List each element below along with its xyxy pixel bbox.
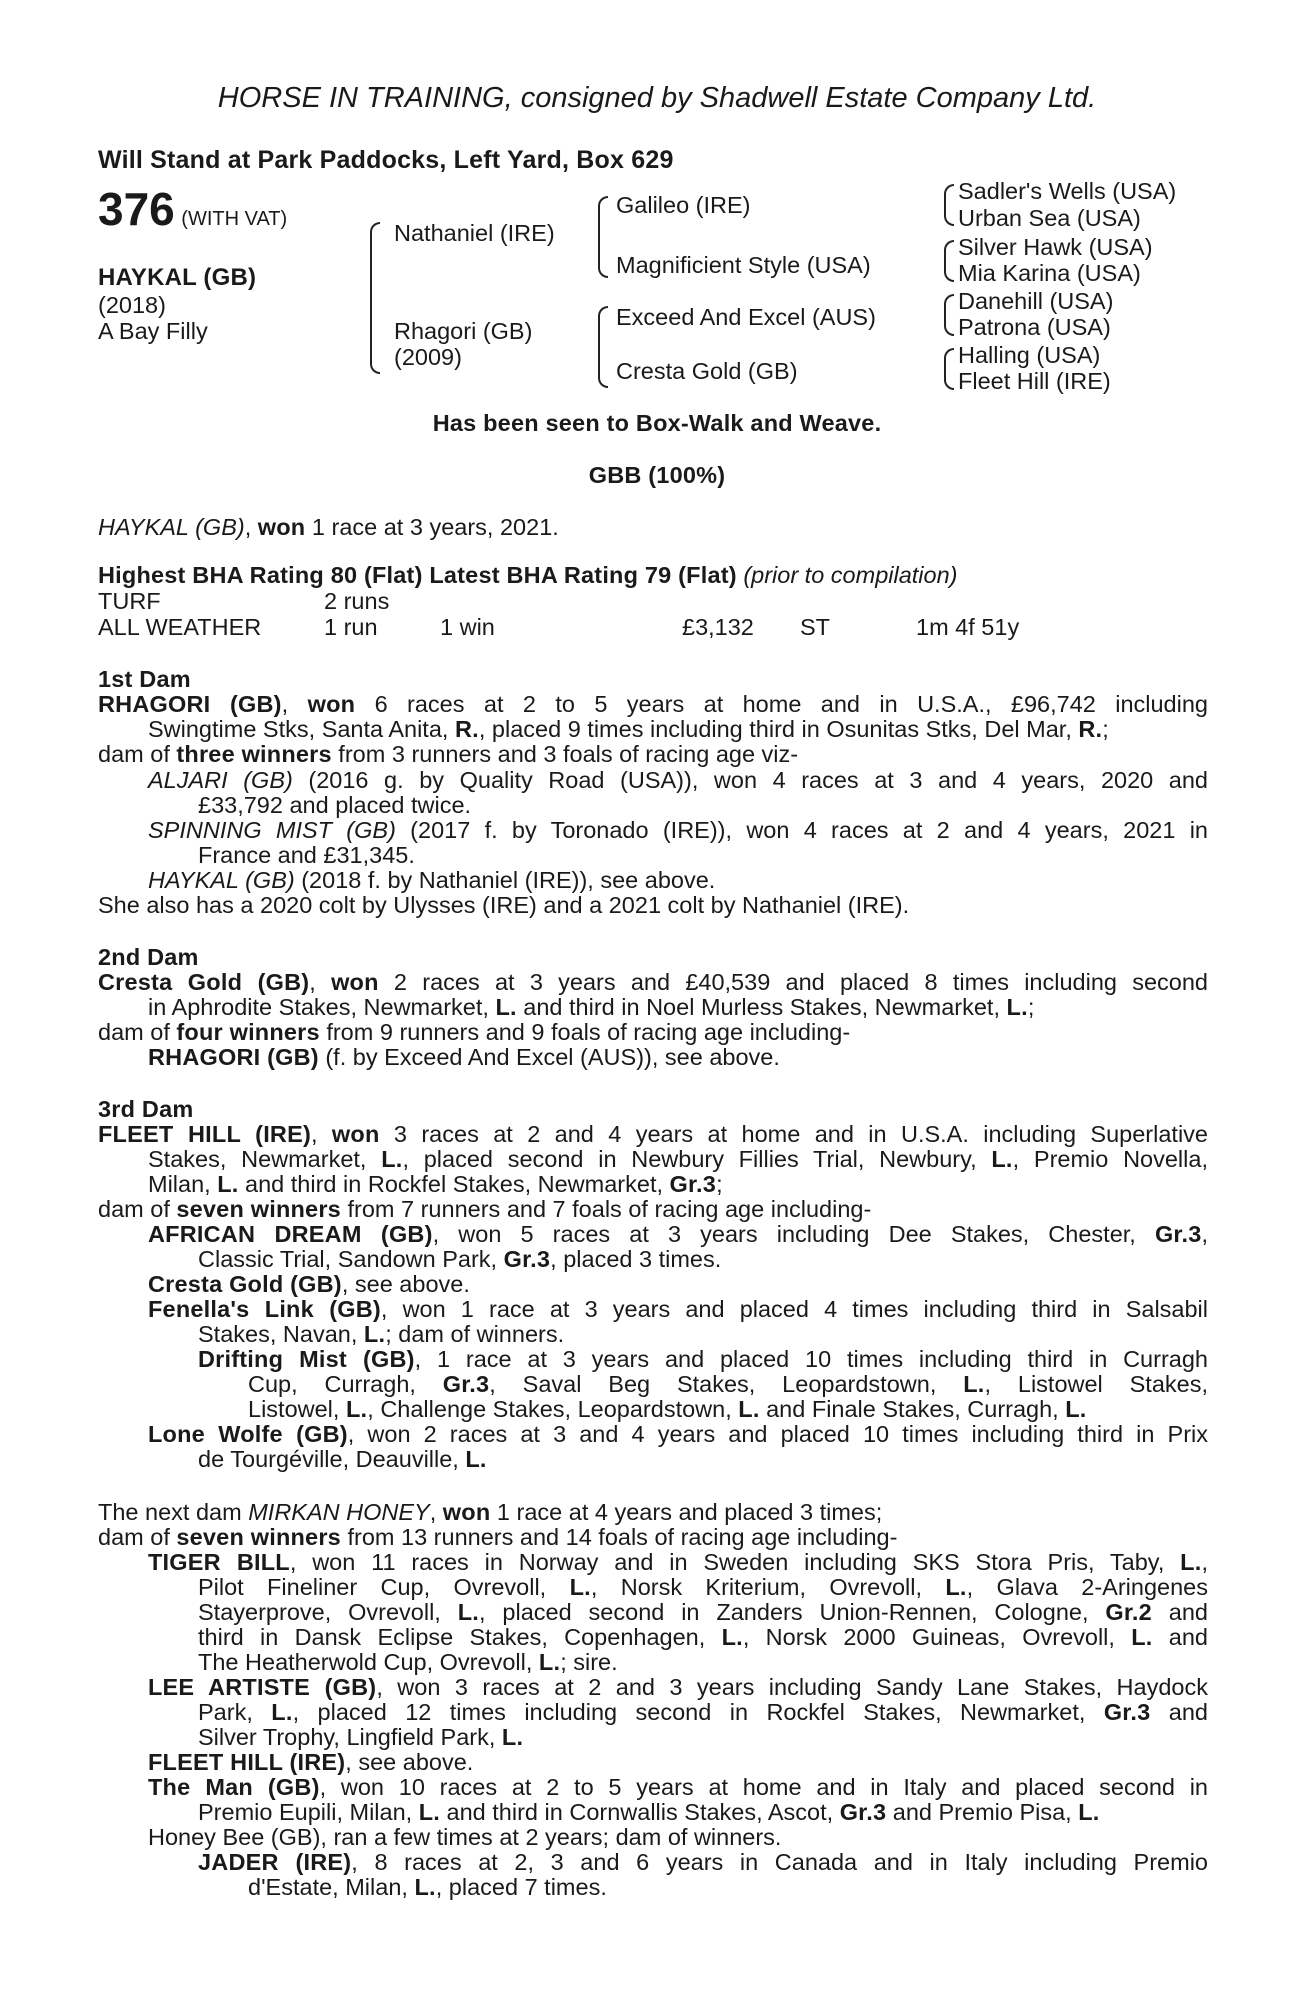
dam1-line-3: dam of three winners from 3 runners and 3 foals of racing age viz-	[98, 741, 799, 767]
nextdam-line-16: d'Estate, Milan, L., placed 7 times.	[248, 1874, 607, 1900]
lot-number-line	[98, 182, 287, 236]
pedigree-dam-sire: Exceed And Excel (AUS)	[616, 304, 876, 330]
nextdam-line-15: JADER (IRE), 8 races at 2, 3 and 6 years in Canada and in Italy including Premio	[198, 1849, 1208, 1875]
dam3-line-10: Drifting Mist (GB), 1 race at 3 years and placed 10 times including third in Curragh	[198, 1346, 1208, 1372]
pedigree-dam-dam: Cresta Gold (GB)	[616, 358, 798, 384]
nextdam-line-9: Park, L., placed 12 times including second in Rockfel Stakes, Newmarket, Gr.3 and	[198, 1699, 1208, 1725]
dam2-heading: 2nd Dam	[98, 944, 199, 970]
dam3-line-8: Fenella's Link (GB), won 1 race at 3 years and placed 4 times including third in Salsabil	[148, 1296, 1208, 1322]
dam3-line-11: Cup, Curragh, Gr.3, Saval Beg Stakes, Leopardstown, L., Listowel Stakes,	[248, 1371, 1208, 1397]
nextdam-line-13: Premio Eupili, Milan, L. and third in Cornwallis Stakes, Ascot, Gr.3 and Premio Pisa, L.	[198, 1799, 1100, 1825]
dam3-line-5: AFRICAN DREAM (GB), won 5 races at 3 years including Dee Stakes, Chester, Gr.3,	[148, 1221, 1209, 1247]
pedigree-brace-gg3	[944, 294, 954, 336]
dam3-line-13: Lone Wolfe (GB), won 2 races at 3 and 4 years and placed 10 times including third in Prix	[148, 1421, 1208, 1447]
dam3-line-4: dam of seven winners from 7 runners and 7 foals of racing age including-	[98, 1196, 872, 1222]
dam3-line-7: Cresta Gold (GB), see above.	[148, 1271, 470, 1297]
boxwalk-note: Has been seen to Box-Walk and Weave.	[432, 410, 882, 436]
pedigree-gg-1: Sadler's Wells (USA)	[958, 178, 1177, 204]
pedigree-sire-sire: Galileo (IRE)	[616, 192, 751, 218]
dam3-line-14: de Tourgéville, Deauville, L.	[198, 1446, 487, 1472]
dam2-line-2: in Aphrodite Stakes, Newmarket, L. and third in Noel Murless Stakes, Newmarket, L.;	[148, 994, 1035, 1020]
nextdam-line-6: third in Dansk Eclipse Stakes, Copenhagen, L., Norsk 2000 Guineas, Ovrevoll, L. and	[198, 1624, 1209, 1650]
dam2-line-4: RHAGORI (GB) (f. by Exceed And Excel (AUS)), see above.	[148, 1044, 780, 1070]
nextdam-line-1: The next dam MIRKAN HONEY, won 1 race at 4 years and placed 3 times;	[98, 1499, 883, 1525]
pedigree-sire: Nathaniel (IRE)	[394, 220, 555, 246]
gbb-note: GBB (100%)	[588, 462, 726, 488]
lot-number: 376	[98, 183, 175, 235]
dam3-heading: 3rd Dam	[98, 1096, 194, 1122]
nextdam-line-3: TIGER BILL, won 11 races in Norway and in Sweden including SKS Stora Pris, Taby, L.,	[148, 1549, 1208, 1575]
dam1-line-7: France and £31,345.	[198, 842, 415, 868]
dam3-line-1: FLEET HILL (IRE), won 3 races at 2 and 4 years at home and in U.S.A. including Superlative	[98, 1121, 1208, 1147]
vat-label: (WITH VAT)	[181, 208, 288, 230]
nextdam-line-12: The Man (GB), won 10 races at 2 to 5 years at home and in Italy and placed second in	[148, 1774, 1208, 1800]
pedigree-gg-2: Urban Sea (USA)	[958, 205, 1141, 231]
nextdam-line-5: Stayerprove, Ovrevoll, L., placed second in Zanders Union-Rennen, Cologne, Gr.2 and	[198, 1599, 1208, 1625]
dam1-line-5: £33,792 and placed twice.	[198, 792, 472, 818]
horse-name: HAYKAL (GB)	[98, 264, 257, 291]
dam3-line-2: Stakes, Newmarket, L., placed second in Newbury Fillies Trial, Newbury, L., Premio Novella,	[148, 1146, 1208, 1172]
bha-rating: Highest BHA Rating 80 (Flat) Latest BHA Rating 79 (Flat) (prior to compilation)	[98, 562, 958, 588]
pedigree-brace-gg1	[944, 184, 954, 226]
horse-year: (2018)	[98, 292, 166, 318]
nextdam-line-11: FLEET HILL (IRE), see above.	[148, 1749, 474, 1775]
pedigree-gg-5: Danehill (USA)	[958, 288, 1114, 314]
dam2-line-1: Cresta Gold (GB), won 2 races at 3 years and £40,539 and placed 8 times including second	[98, 969, 1209, 995]
pedigree-dam: Rhagori (GB)	[394, 318, 533, 344]
dam1-line-6: SPINNING MIST (GB) (2017 f. by Toronado (IRE)), won 4 races at 2 and 4 years, 2021 in	[148, 817, 1208, 843]
dam1-line-9: She also has a 2020 colt by Ulysses (IRE) and a 2021 colt by Nathaniel (IRE).	[98, 892, 910, 918]
dam3-line-6: Classic Trial, Sandown Park, Gr.3, placed 3 times.	[198, 1246, 722, 1272]
dam1-line-1: RHAGORI (GB), won 6 races at 2 to 5 years at home and in U.S.A., £96,742 including	[98, 691, 1208, 717]
location-line: Will Stand at Park Paddocks, Left Yard, Box 629	[98, 146, 674, 174]
horse-description: A Bay Filly	[98, 318, 208, 344]
pedigree-gg-4: Mia Karina (USA)	[958, 260, 1141, 286]
dam1-line-8: HAYKAL (GB) (2018 f. by Nathaniel (IRE)), see above.	[148, 867, 716, 893]
nextdam-line-7: The Heatherwold Cup, Ovrevoll, L.; sire.	[198, 1649, 618, 1675]
pedigree-brace-gg2	[944, 240, 954, 282]
pedigree-sire-dam: Magnificient Style (USA)	[616, 252, 871, 278]
nextdam-line-2: dam of seven winners from 13 runners and 14 foals of racing age including-	[98, 1524, 898, 1550]
pedigree-gg-6: Patrona (USA)	[958, 314, 1111, 340]
nextdam-line-14: Honey Bee (GB), ran a few times at 2 years; dam of winners.	[148, 1824, 782, 1850]
pedigree-brace-sire	[598, 196, 608, 278]
dam3-line-3: Milan, L. and third in Rockfel Stakes, Newmarket, Gr.3;	[148, 1171, 723, 1197]
pedigree-brace-gg4	[944, 348, 954, 390]
nextdam-line-4: Pilot Fineliner Cup, Ovrevoll, L., Norsk Kriterium, Ovrevoll, L., Glava 2-Aringenes	[198, 1574, 1208, 1600]
pedigree-gg-3: Silver Hawk (USA)	[958, 234, 1153, 260]
dam3-line-9: Stakes, Navan, L.; dam of winners.	[198, 1321, 565, 1347]
nextdam-line-10: Silver Trophy, Lingfield Park, L.	[198, 1724, 524, 1750]
dam2-line-3: dam of four winners from 9 runners and 9 foals of racing age including-	[98, 1019, 851, 1045]
race-summary: HAYKAL (GB), won 1 race at 3 years, 2021.	[98, 514, 559, 540]
pedigree-gg-7: Halling (USA)	[958, 342, 1101, 368]
page-title: HORSE IN TRAINING, consigned by Shadwell Estate Company Ltd.	[217, 82, 1097, 114]
dam1-line-4: ALJARI (GB) (2016 g. by Quality Road (USA)), won 4 races at 3 and 4 years, 2020 and	[148, 767, 1208, 793]
pedigree-brace-dam	[598, 306, 608, 388]
pedigree-gg-8: Fleet Hill (IRE)	[958, 368, 1111, 394]
nextdam-line-8: LEE ARTISTE (GB), won 3 races at 2 and 3 years including Sandy Lane Stakes, Haydock	[148, 1674, 1208, 1700]
catalogue-page: HORSE IN TRAINING, consigned by Shadwell Estate Company Ltd. Will Stand at Park Paddocks, Left Yard, Box 629 376 (WITH VAT) HAYKAL (GB) (2018) A Bay Filly Nathaniel (IRE) Rhagori (GB) (2009) Galileo (IRE) Magnificient Style (USA) Exceed And Excel (AUS) Cresta Gold (GB) Sadler's Wells (USA) Urban Sea (USA) Silver Hawk (USA) Mia Karina (USA) Danehill (USA) Patrona (USA) Halling (USA) Fleet Hill (IRE) Has been seen to Box-Walk and Weave. GBB (100%) HAYKAL (GB), won 1 race at 3 years, 2021. Highest BHA Rating 80 (Flat) Latest BHA Rating 79 (Flat) (prior to compilation) TURF 2 runs ALL WEATHER 1 run 1 win £3,132 ST 1m 4f 51y 1st Dam RHAGORI (GB), won 6 races at 2 to 5 years at home and in U.S.A., £96,742 including Swingtime Stks, Santa Anita, R., placed 9 times including third in Osunitas Stks, Del Mar, R.; dam of three winners from 3 runners and 3 foals of racing age viz- ALJARI (GB) (2016 g. by Quality Road (USA)), won 4 races at 3 and 4 years, 2020 and £33,792 and placed twice. SPINNING MIST (GB) (2017 f. by Toronado (IRE)), won 4 races at 2 and 4 years, 2021 in France and £31,345. HAYKAL (GB) (2018 f. by Nathaniel (IRE)), see above. She also has a 2020 colt by Ulysses (IRE) and a 2021 colt by Nathaniel (IRE). 2nd Dam Cresta Gold (GB), won 2 races at 3 years and £40,539 and placed 8 times including second in Aphrodite Stakes, Newmarket, L. and third in Noel Murless Stakes, Newmarket, L.; dam of four winners from 9 runners and 9 foals of racing age including- RHAGORI (GB) (f. by Exceed And Excel (AUS)), see above. 3rd Dam FLEET HILL (IRE), won 3 races at 2 and 4 years at home and in U.S.A. including Superlative Stakes, Newmarket, L., placed second in Newbury Fillies Trial, Newbury, L., Premio Novella, Milan, L. and third in Rockfel Stakes, Newmarket, Gr.3; dam of seven winners from 7 runners and 7 foals of racing age including- AFRICAN DREAM (GB), won 5 races at 3 years including Dee Stakes, Chester, Gr.3, Classic Trial, Sandown Park, Gr.3, placed 3 times. Cresta Gold (GB), see above. Fenella's Link (GB), won 1 race at 3 years and placed 4 times including third in Salsabil Stakes, Navan, L.; dam of winners. Drifting Mist (GB), 1 race at 3 years and placed 10 times including third in Curragh Cup, Curragh, Gr.3, Saval Beg Stakes, Leopardstown, L., Listowel Stakes, Listowel, L., Challenge Stakes, Leopardstown, L. and Finale Stakes, Curragh, L. Lone Wolfe (GB), won 2 races at 3 and 4 years and placed 10 times including third in Prix de Tourgéville, Deauville, L. The next dam MIRKAN HONEY, won 1 race at 4 years and placed 3 times; dam of seven winners from 13 runners and 14 foals of racing age including- TIGER BILL, won 11 races in Norway and in Sweden including SKS Stora Pris, Taby, L., Pilot Fineliner Cup, Ovrevoll, L., Norsk Kriterium, Ovrevoll, L., Glava 2-Aringenes Stayerprove, Ovrevoll, L., placed second in Zanders Union-Rennen, Cologne, Gr.2 and third in Dansk Eclipse Stakes, Copenhagen, L., Norsk 2000 Guineas, Ovrevoll, L. and The Heatherwold Cup, Ovrevoll, L.; sire. LEE ARTISTE (GB), won 3 races at 2 and 3 years including Sandy Lane Stakes, Haydock Park, L., placed 12 times including second in Rockfel Stakes, Newmarket, Gr.3 and Silver Trophy, Lingfield Park, L. FLEET HILL (IRE), see above. The Man (GB), won 10 races at 2 to 5 years at home and in Italy and placed second in Premio Eupili, Milan, L. and third in Cornwallis Stakes, Ascot, Gr.3 and Premio Pisa, L. Honey Bee (GB), ran a few times at 2 years; dam of winners. JADER (IRE), 8 races at 2, 3 and 6 years in Canada and in Italy including Premio d'Estate, Milan, L., placed 7 times.	[0, 0, 1314, 2000]
dam3-line-12: Listowel, L., Challenge Stakes, Leopardstown, L. and Finale Stakes, Curragh, L.	[248, 1396, 1087, 1422]
dam1-heading: 1st Dam	[98, 666, 191, 692]
pedigree-brace-main	[370, 222, 380, 374]
pedigree-dam-year: (2009)	[394, 344, 462, 370]
dam1-line-2: Swingtime Stks, Santa Anita, R., placed 9 times including third in Osunitas Stks, Del Mar, R.;	[148, 716, 1109, 742]
